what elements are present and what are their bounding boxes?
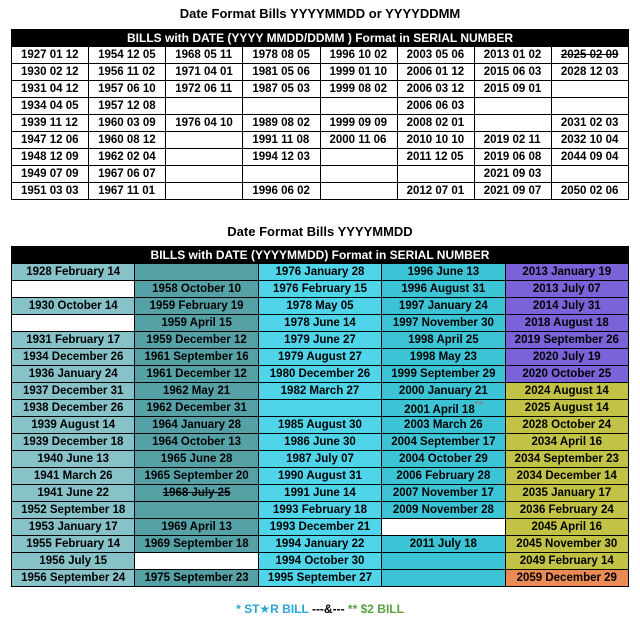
date-cell: 2025 August 14 bbox=[505, 400, 628, 417]
legend-footer bbox=[0, 602, 640, 616]
date-cell: 1959 February 19 bbox=[135, 298, 258, 315]
date-cell: 1959 April 15 bbox=[135, 315, 258, 332]
date-cell: 1959 December 12 bbox=[135, 332, 258, 349]
table-row bbox=[12, 349, 629, 366]
date-cell bbox=[166, 98, 243, 115]
date-cell: 2009 November 28 bbox=[382, 502, 505, 519]
date-cell: 2021 09 07 bbox=[474, 183, 551, 200]
date-cell bbox=[166, 149, 243, 166]
date-cell: 2006 03 12 bbox=[397, 81, 474, 98]
date-cell: 1940 June 13 bbox=[12, 451, 135, 468]
date-cell: 2014 July 31 bbox=[505, 298, 628, 315]
date-cell bbox=[166, 132, 243, 149]
date-cell: 2013 01 02 bbox=[474, 47, 551, 64]
two-dollar-marker: ** bbox=[474, 400, 483, 412]
table-row bbox=[12, 519, 629, 536]
date-cell: 1956 11 02 bbox=[89, 64, 166, 81]
date-cell: 2050 02 06 bbox=[551, 183, 628, 200]
date-cell: 1961 December 12 bbox=[135, 366, 258, 383]
date-cell: 1934 December 26 bbox=[12, 349, 135, 366]
date-cell: 1961 September 16 bbox=[135, 349, 258, 366]
date-cell: 1956 September 24 bbox=[12, 570, 135, 587]
date-cell: 1999 09 09 bbox=[320, 115, 397, 132]
table-row bbox=[12, 332, 629, 349]
date-cell: 2021 09 03 bbox=[474, 166, 551, 183]
date-cell: 1952 September 18 bbox=[12, 502, 135, 519]
date-cell bbox=[166, 183, 243, 200]
date-cell bbox=[166, 166, 243, 183]
table-row bbox=[12, 98, 629, 115]
date-cell: 2034 April 16 bbox=[505, 434, 628, 451]
date-cell: 1971 04 01 bbox=[166, 64, 243, 81]
date-cell: 2011 July 18 bbox=[382, 536, 505, 553]
date-cell: 2013 January 19 bbox=[505, 264, 628, 281]
date-cell: 1978 May 05 bbox=[258, 298, 381, 315]
table-row bbox=[12, 264, 629, 281]
cell-text: 2001 April 18 bbox=[404, 403, 475, 416]
table-row bbox=[12, 434, 629, 451]
date-cell bbox=[382, 519, 505, 536]
yyyymmdd-or-yyyyddmm-table bbox=[11, 29, 629, 200]
date-cell: 2032 10 04 bbox=[551, 132, 628, 149]
table-row bbox=[12, 536, 629, 553]
date-cell: 1955 February 14 bbox=[12, 536, 135, 553]
date-cell: 1987 05 03 bbox=[243, 81, 320, 98]
table2-title: Date Format Bills YYYYMMDD bbox=[227, 224, 413, 239]
date-cell: 1960 03 09 bbox=[89, 115, 166, 132]
date-cell: 1968 July 25 bbox=[135, 485, 258, 502]
date-cell bbox=[382, 570, 505, 587]
date-cell: 2031 02 03 bbox=[551, 115, 628, 132]
date-cell: 2036 February 24 bbox=[505, 502, 628, 519]
date-cell bbox=[474, 115, 551, 132]
date-cell: 1967 11 01 bbox=[89, 183, 166, 200]
date-cell: 1969 April 13 bbox=[135, 519, 258, 536]
date-cell: 1939 11 12 bbox=[12, 115, 89, 132]
date-cell bbox=[12, 281, 135, 298]
date-cell: 2035 January 17 bbox=[505, 485, 628, 502]
date-cell: 2019 06 08 bbox=[474, 149, 551, 166]
date-cell: 1953 January 17 bbox=[12, 519, 135, 536]
table-row bbox=[12, 298, 629, 315]
date-cell: 2004 October 29 bbox=[382, 451, 505, 468]
date-cell: 2019 02 11 bbox=[474, 132, 551, 149]
date-cell: 1996 August 31 bbox=[382, 281, 505, 298]
date-cell: 2045 November 30 bbox=[505, 536, 628, 553]
date-cell bbox=[320, 166, 397, 183]
date-cell: 2045 April 16 bbox=[505, 519, 628, 536]
date-cell: 2000 11 06 bbox=[320, 132, 397, 149]
date-cell: 2012 07 01 bbox=[397, 183, 474, 200]
date-cell: 1976 February 15 bbox=[258, 281, 381, 298]
date-cell bbox=[320, 149, 397, 166]
table-row bbox=[12, 166, 629, 183]
date-cell: 2006 01 12 bbox=[397, 64, 474, 81]
date-cell: 1956 July 15 bbox=[12, 553, 135, 570]
table1-header: BILLS with DATE (YYYY MMDD/DDMM ) Format in SERIAL NUMBER bbox=[12, 30, 629, 47]
date-cell: 2004 September 17 bbox=[382, 434, 505, 451]
date-cell bbox=[135, 502, 258, 519]
date-cell bbox=[474, 98, 551, 115]
table-row bbox=[12, 47, 629, 64]
table-row bbox=[12, 417, 629, 434]
date-cell: 2006 February 28 bbox=[382, 468, 505, 485]
date-cell: 1993 February 18 bbox=[258, 502, 381, 519]
date-cell: 2034 September 23 bbox=[505, 451, 628, 468]
date-cell: 1962 December 31 bbox=[135, 400, 258, 417]
date-cell: 1968 05 11 bbox=[166, 47, 243, 64]
date-cell: 1975 September 23 bbox=[135, 570, 258, 587]
date-cell: 2028 12 03 bbox=[551, 64, 628, 81]
date-cell: 2008 02 01 bbox=[397, 115, 474, 132]
date-cell: 1930 02 12 bbox=[12, 64, 89, 81]
date-cell: 1954 12 05 bbox=[89, 47, 166, 64]
date-cell: 2028 October 24 bbox=[505, 417, 628, 434]
date-cell: 2019 September 26 bbox=[505, 332, 628, 349]
table-row bbox=[12, 281, 629, 298]
date-cell: 1948 12 09 bbox=[12, 149, 89, 166]
date-cell: 1957 06 10 bbox=[89, 81, 166, 98]
date-cell bbox=[243, 98, 320, 115]
date-cell: 1982 March 27 bbox=[258, 383, 381, 400]
table-row bbox=[12, 315, 629, 332]
date-cell: 1991 June 14 bbox=[258, 485, 381, 502]
table-row bbox=[12, 570, 629, 587]
date-cell bbox=[551, 81, 628, 98]
date-cell bbox=[382, 400, 505, 417]
date-cell bbox=[12, 315, 135, 332]
date-cell: 1937 December 31 bbox=[12, 383, 135, 400]
date-cell: 2013 July 07 bbox=[505, 281, 628, 298]
date-cell: 1976 04 10 bbox=[166, 115, 243, 132]
date-cell: 2011 12 05 bbox=[397, 149, 474, 166]
date-cell: 2010 10 10 bbox=[397, 132, 474, 149]
date-cell: 1969 September 18 bbox=[135, 536, 258, 553]
date-cell: 2024 August 14 bbox=[505, 383, 628, 400]
table-row bbox=[12, 485, 629, 502]
date-cell bbox=[397, 166, 474, 183]
date-cell: 1997 November 30 bbox=[382, 315, 505, 332]
table-row bbox=[12, 553, 629, 570]
table1-title: Date Format Bills YYYYMMDD or YYYYDDMM bbox=[179, 6, 461, 21]
date-cell: 1997 January 24 bbox=[382, 298, 505, 315]
date-cell: 1996 June 13 bbox=[382, 264, 505, 281]
yyyymmdd-table bbox=[11, 246, 629, 587]
date-cell: 1949 07 09 bbox=[12, 166, 89, 183]
two-dollar-bill-legend: ** $2 BILL bbox=[347, 602, 404, 616]
date-cell: 1965 September 20 bbox=[135, 468, 258, 485]
date-cell: 1941 March 26 bbox=[12, 468, 135, 485]
date-cell: 1931 04 12 bbox=[12, 81, 89, 98]
date-cell: 1964 January 28 bbox=[135, 417, 258, 434]
table2-header: BILLS with DATE (YYYYMMDD) Format in SERIAL NUMBER bbox=[12, 247, 629, 264]
date-cell: 1978 08 05 bbox=[243, 47, 320, 64]
table-row bbox=[12, 132, 629, 149]
date-cell: 1957 12 08 bbox=[89, 98, 166, 115]
date-cell: 1939 August 14 bbox=[12, 417, 135, 434]
date-cell bbox=[258, 400, 381, 417]
date-cell: 1934 04 05 bbox=[12, 98, 89, 115]
date-cell: 1936 January 24 bbox=[12, 366, 135, 383]
date-cell: 1931 February 17 bbox=[12, 332, 135, 349]
date-cell bbox=[551, 98, 628, 115]
date-cell: 1928 February 14 bbox=[12, 264, 135, 281]
date-cell bbox=[135, 553, 258, 570]
date-cell: 1994 January 22 bbox=[258, 536, 381, 553]
date-cell: 2025 02 09 bbox=[551, 47, 628, 64]
date-cell bbox=[320, 183, 397, 200]
date-cell: 2015 09 01 bbox=[474, 81, 551, 98]
date-cell: 1939 December 18 bbox=[12, 434, 135, 451]
date-cell bbox=[135, 264, 258, 281]
date-cell: 1965 June 28 bbox=[135, 451, 258, 468]
date-cell: 1930 October 14 bbox=[12, 298, 135, 315]
date-cell: 1938 December 26 bbox=[12, 400, 135, 417]
date-cell: 1960 08 12 bbox=[89, 132, 166, 149]
date-cell: 1996 10 02 bbox=[320, 47, 397, 64]
date-cell: 1941 June 22 bbox=[12, 485, 135, 502]
date-cell: 2018 August 18 bbox=[505, 315, 628, 332]
date-cell: 1999 01 10 bbox=[320, 64, 397, 81]
date-cell bbox=[243, 166, 320, 183]
table-row bbox=[12, 81, 629, 98]
date-cell: 1980 December 26 bbox=[258, 366, 381, 383]
date-cell: 1972 06 11 bbox=[166, 81, 243, 98]
date-cell: 2000 January 21 bbox=[382, 383, 505, 400]
date-cell: 1927 01 12 bbox=[12, 47, 89, 64]
date-cell: 1962 02 04 bbox=[89, 149, 166, 166]
date-cell bbox=[551, 166, 628, 183]
date-cell: 1979 June 27 bbox=[258, 332, 381, 349]
date-cell: 2020 July 19 bbox=[505, 349, 628, 366]
date-cell: 1994 12 03 bbox=[243, 149, 320, 166]
date-cell: 1947 12 06 bbox=[12, 132, 89, 149]
table-row bbox=[12, 468, 629, 485]
date-cell: 1995 September 27 bbox=[258, 570, 381, 587]
table-row bbox=[12, 400, 629, 417]
date-cell: 1989 08 02 bbox=[243, 115, 320, 132]
date-cell: 1993 December 21 bbox=[258, 519, 381, 536]
date-cell: 2059 December 29 bbox=[505, 570, 628, 587]
date-cell: 1998 May 23 bbox=[382, 349, 505, 366]
date-cell: 2003 March 26 bbox=[382, 417, 505, 434]
table-row bbox=[12, 64, 629, 81]
date-cell: 1978 June 14 bbox=[258, 315, 381, 332]
date-cell: 1962 May 21 bbox=[135, 383, 258, 400]
date-cell: 1981 05 06 bbox=[243, 64, 320, 81]
table-row bbox=[12, 383, 629, 400]
date-cell: 2044 09 04 bbox=[551, 149, 628, 166]
table-row bbox=[12, 451, 629, 468]
date-cell: 1958 October 10 bbox=[135, 281, 258, 298]
date-cell: 2020 October 25 bbox=[505, 366, 628, 383]
date-cell: 1990 August 31 bbox=[258, 468, 381, 485]
date-cell: 1979 August 27 bbox=[258, 349, 381, 366]
date-cell: 2049 February 14 bbox=[505, 553, 628, 570]
date-cell: 1994 October 30 bbox=[258, 553, 381, 570]
date-cell: 1967 06 07 bbox=[89, 166, 166, 183]
date-cell: 1999 08 02 bbox=[320, 81, 397, 98]
date-cell: 2034 December 14 bbox=[505, 468, 628, 485]
date-cell bbox=[320, 98, 397, 115]
date-cell: 2006 06 03 bbox=[397, 98, 474, 115]
date-cell bbox=[382, 553, 505, 570]
table-row bbox=[12, 502, 629, 519]
date-cell: 1951 03 03 bbox=[12, 183, 89, 200]
date-cell: 1996 06 02 bbox=[243, 183, 320, 200]
date-cell: 1986 June 30 bbox=[258, 434, 381, 451]
table-row bbox=[12, 366, 629, 383]
date-cell: 1991 11 08 bbox=[243, 132, 320, 149]
date-cell: 1976 January 28 bbox=[258, 264, 381, 281]
date-cell: 1999 September 29 bbox=[382, 366, 505, 383]
date-cell: 2007 November 17 bbox=[382, 485, 505, 502]
date-cell: 2015 06 03 bbox=[474, 64, 551, 81]
table-row bbox=[12, 183, 629, 200]
date-cell: 2003 05 06 bbox=[397, 47, 474, 64]
legend-separator: ---&--- bbox=[308, 602, 348, 616]
table-row bbox=[12, 115, 629, 132]
date-cell: 1998 April 25 bbox=[382, 332, 505, 349]
star-bill-legend: * ST★R BILL bbox=[236, 602, 309, 616]
date-cell: 1964 October 13 bbox=[135, 434, 258, 451]
table-row bbox=[12, 149, 629, 166]
date-cell: 1987 July 07 bbox=[258, 451, 381, 468]
date-cell: 1985 August 30 bbox=[258, 417, 381, 434]
